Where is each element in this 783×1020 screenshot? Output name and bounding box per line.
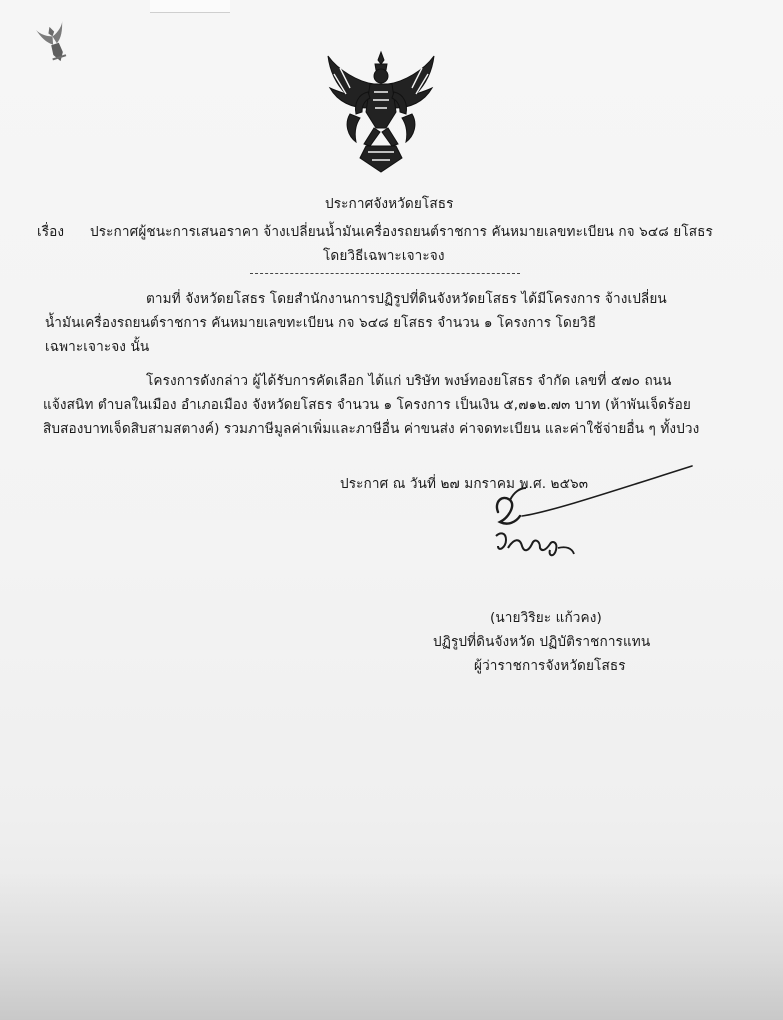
paragraph-2-line-2: แจ้งสนิท ตำบลในเมือง อำเภอเมือง จังหวัดยโสธร จำนวน ๑ โครงการ เป็นเงิน ๕,๗๑๒.๗๓ บาท (ห้าพันเจ็ดร้อย	[43, 397, 691, 413]
signer-position-2: ผู้ว่าราชการจังหวัดยโสธร	[474, 658, 626, 674]
header-divider	[250, 273, 520, 274]
paragraph-1-line-2: น้ำมันเครื่องรถยนต์ราชการ คันหมายเลขทะเบียน กจ ๖๔๘ ยโสธร จำนวน ๑ โครงการ โดยวิธี	[45, 315, 597, 331]
page-shadow	[0, 870, 783, 1020]
subject-label: เรื่อง	[37, 224, 65, 240]
paragraph-2-line-3: สิบสองบาทเจ็ดสิบสามสตางค์) รวมภาษีมูลค่าเพิ่มและภาษีอื่น ค่าขนส่ง ค่าจดทะเบียน และค่าใช้จ่ายอื่น ๆ ทั้งปวง	[43, 421, 700, 437]
paragraph-2-line-1: โครงการดังกล่าว ผู้ได้รับการคัดเลือก ได้แก่ บริษัท พงษ์ทองยโสธร จำกัด เลขที่ ๕๗๐ ถนน	[146, 373, 672, 389]
garuda-stamp-icon	[32, 18, 78, 70]
announcement-date: ประกาศ ณ วันที่ ๒๗ มกราคม พ.ศ. ๒๕๖๓	[340, 476, 589, 492]
signer-position-1: ปฏิรูปที่ดินจังหวัด ปฏิบัติราชการแทน	[433, 634, 651, 650]
underlying-paper-edge	[150, 0, 230, 13]
signer-name: (นายวิริยะ แก้วคง)	[490, 610, 602, 626]
document-header: ประกาศจังหวัดยโสธร	[325, 196, 454, 212]
subject-line-2: โดยวิธีเฉพาะเจาะจง	[323, 248, 445, 264]
subject-line-1: ประกาศผู้ชนะการเสนอราคา จ้างเปลี่ยนน้ำมันเครื่องรถยนต์ราชการ คันหมายเลขทะเบียน กจ ๖๔๘ ยโสธร	[90, 224, 713, 240]
paragraph-1-line-3: เฉพาะเจาะจง นั้น	[45, 339, 150, 355]
handwritten-signature	[480, 462, 700, 592]
garuda-emblem-icon	[320, 48, 442, 176]
paragraph-1-line-1: ตามที่ จังหวัดยโสธร โดยสำนักงานการปฏิรูปที่ดินจังหวัดยโสธร ได้มีโครงการ จ้างเปลี่ยน	[146, 291, 667, 307]
